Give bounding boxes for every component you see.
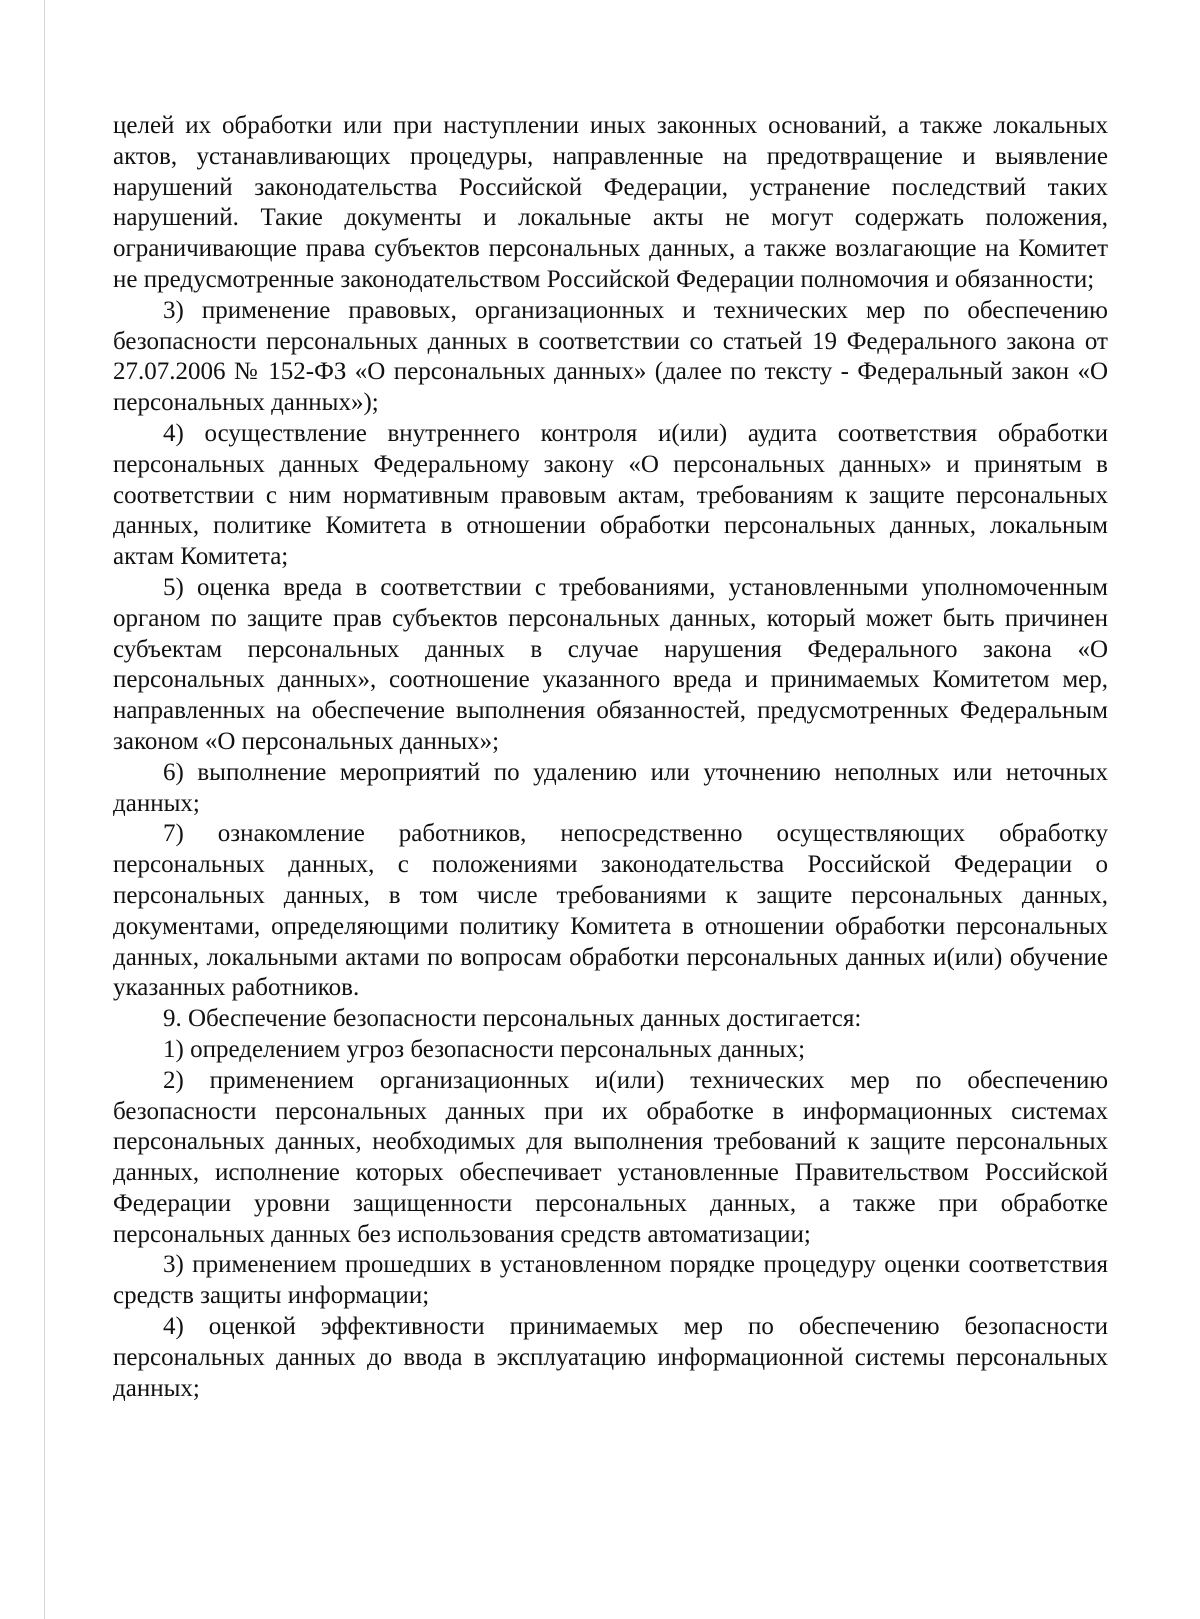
section-9-item-2: 2) применением организационных и(или) технических мер по обеспечению безопасности персональных данных при их обработке в информационных системах персональных данных, необходимых для выполнения требований к защите персональных данных, исполнение которых обеспечивает установленные Правительством Российской Федерации уровни защищенности персональных данных, а также при обработке персональных данных без использования средств автоматизации; <box>113 1066 1108 1248</box>
section-9-item-1: 1) определением угроз безопасности персональных данных; <box>163 1035 806 1063</box>
paragraph-item-3: 3) применение правовых, организационных и технических мер по обеспечению безопасности персональных данных в соответствии со статьей 19 Федерального закона от 27.07.2006 № 152-ФЗ «О персональных данных» (далее по тексту - Федеральный закон «О персональных данных»); <box>113 296 1108 417</box>
paragraph-item-7: 7) ознакомление работников, непосредственно осуществляющих обработку персональных данных, с положениями законодательства Российской Федерации о персональных данных, в том числе требованиями к защите персональных данных, документами, определяющими политику Комитета в отношении обработки персональных данных, локальными актами по вопросам обработки персональных данных и(или) обучение указанных работников. <box>113 820 1108 1002</box>
section-9-item-4: 4) оценкой эффективности принимаемых мер по обеспечению безопасности персональных данных до ввода в эксплуатацию информационной системы персональных данных; <box>113 1313 1108 1402</box>
paragraph-item-6: 6) выполнение мероприятий по удалению или уточнению неполных или неточных данных; <box>113 758 1108 817</box>
document-body <box>113 111 1108 1404</box>
paragraph-item-4: 4) осуществление внутреннего контроля и(или) аудита соответствия обработки персональных данных Федеральному закону «О персональных данных» и принятым в соответствии с ним нормативным правовым актам, требованиям к защите персональных данных, политике Комитета в отношении обработки персональных данных, локальным актам Комитета; <box>113 419 1108 571</box>
paragraph-item-5: 5) оценка вреда в соответствии с требованиями, установленными уполномоченным органом по защите прав субъектов персональных данных, который может быть причинен субъектам персональных данных в случае нарушения Федерального закона «О персональных данных», соотношение указанного вреда и принимаемых Комитетом мер, направленных на обеспечение выполнения обязанностей, предусмотренных Федеральным законом «О персональных данных»; <box>113 573 1108 755</box>
section-9-item-3: 3) применением прошедших в установленном порядке процедуру оценки соответствия средств защиты информации; <box>113 1251 1108 1310</box>
paragraph-continuation: целей их обработки или при наступлении иных законных оснований, а также локальных актов, устанавливающих процедуры, направленные на предотвращение и выявление нарушений законодательства Российской Федерации, устранение последствий таких нарушений. Такие документы и локальные акты не могут содержать положения, ограничивающие права субъектов персональных данных, а также возлагающие на Комитет не предусмотренные законодательством Российской Федерации полномочия и обязанности; <box>113 112 1108 293</box>
section-9-heading: 9. Обеспечение безопасности персональных данных достигается: <box>163 1005 862 1033</box>
scan-edge-line <box>44 0 45 1619</box>
